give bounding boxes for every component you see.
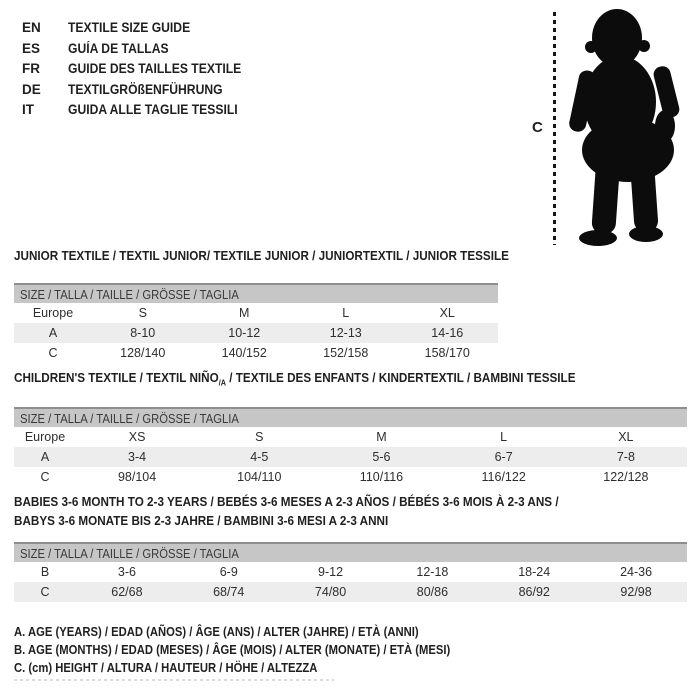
table-cell: 110/116: [359, 469, 404, 484]
row-label: C: [40, 585, 50, 599]
row-label: C: [40, 469, 50, 484]
table-cell: S: [138, 306, 147, 320]
table-row: [14, 343, 498, 363]
table-cell: 86/92: [518, 585, 550, 599]
language-row-fr: [22, 59, 261, 80]
table-cell: S: [255, 429, 264, 444]
language-title: TEXTILGRÖßENFÜHRUNG: [68, 81, 223, 97]
table-row: [14, 582, 687, 602]
row-label: Europe: [32, 306, 74, 320]
junior-size-table: [14, 303, 498, 363]
row-label: A: [40, 449, 50, 464]
table-cell: L: [500, 429, 508, 444]
size-header-text: SIZE / TALLA / TAILLE / GRÖSSE / TAGLIA: [20, 288, 239, 302]
footnote-c: C. (cm) HEIGHT / ALTURA / HAUTEUR / HÖHE / ALTEZZA: [14, 661, 318, 675]
table-cell: 7-8: [616, 449, 635, 464]
section-title-line1: BABIES 3-6 MONTH TO 2-3 YEARS / BEBÉS 3-6 MESES A 2-3 AÑOS / BÉBÉS 3-6 MOIS À 2-3 ANS /: [14, 494, 559, 509]
babies-textile-section: [14, 492, 687, 602]
size-header-text: SIZE / TALLA / TAILLE / GRÖSSE / TAGLIA: [20, 547, 239, 561]
language-row-it: [22, 100, 261, 121]
height-measure-label: C: [532, 119, 543, 136]
bottom-divider: [14, 679, 334, 681]
table-cell: 6-9: [219, 565, 238, 579]
language-code: ES: [22, 40, 41, 56]
table-cell: 12-18: [416, 565, 449, 579]
section-title: [14, 492, 687, 530]
section-title-text: JUNIOR TEXTILE / TEXTIL JUNIOR/ TEXTILE JUNIOR / JUNIORTEXTIL / JUNIOR TESSILE: [14, 248, 509, 263]
language-code: IT: [22, 102, 34, 117]
size-header-row: [14, 407, 687, 427]
table-row: [14, 467, 687, 487]
language-row-es: [22, 39, 261, 60]
language-code: EN: [22, 20, 41, 35]
table-cell: 152/158: [323, 346, 369, 360]
table-cell: 92/98: [620, 585, 652, 599]
row-label: Europe: [24, 429, 66, 444]
table-row: [14, 303, 498, 323]
table-cell: 24-36: [620, 565, 653, 579]
table-cell: 74/80: [314, 585, 347, 599]
table-cell: 3-4: [128, 449, 147, 464]
table-cell: 104/110: [237, 469, 282, 484]
language-code: FR: [22, 61, 40, 76]
table-cell: 116/122: [481, 469, 526, 484]
table-cell: 128/140: [120, 346, 166, 360]
footnote-legend: [14, 623, 499, 677]
childrens-textile-section: [14, 371, 687, 487]
table-cell: 5-6: [372, 449, 391, 464]
footnote-a: A. AGE (YEARS) / EDAD (AÑOS) / ÂGE (ANS) / ALTER (JAHRE) / ETÀ (ANNI): [14, 625, 419, 639]
table-cell: M: [376, 429, 387, 444]
table-cell: 140/152: [221, 346, 267, 360]
language-code: DE: [22, 81, 41, 97]
footnote-b: B. AGE (MONTHS) / EDAD (MESES) / ÂGE (MOIS) / ALTER (MONATE) / ETÀ (MESI): [14, 643, 451, 657]
table-cell: 3-6: [117, 565, 136, 579]
section-title-line2: BABYS 3-6 MONATE BIS 2-3 JAHRE / BAMBINI 3-6 MESI A 2-3 ANNI: [14, 513, 389, 528]
table-row: [14, 323, 498, 343]
table-cell: 18-24: [518, 565, 551, 579]
height-dashed-line: [553, 12, 556, 245]
size-header-row: [14, 542, 687, 562]
childrens-size-table: [14, 427, 687, 487]
table-row: [14, 427, 687, 447]
language-list: [22, 18, 261, 121]
section-title-text: CHILDREN'S TEXTILE / TEXTIL $NIÑO_{/A}$ / TEXTILE DES ENFANTS / KINDERTEXTIL / BAMBINI TESSILE: [14, 370, 576, 388]
table-cell: 14-16: [431, 326, 464, 340]
table-cell: 12-13: [329, 326, 362, 340]
junior-textile-section: [14, 248, 509, 363]
table-cell: 158/170: [424, 346, 470, 360]
table-cell: XS: [128, 429, 146, 444]
section-title: [14, 371, 687, 391]
table-cell: L: [342, 306, 350, 320]
language-title: GUIDA ALLE TAGLIE TESSILI: [68, 102, 238, 117]
language-row-en: [22, 18, 261, 39]
size-header-text: SIZE / TALLA / TAILLE / GRÖSSE / TAGLIA: [20, 411, 239, 426]
language-title: TEXTILE SIZE GUIDE: [68, 20, 191, 35]
table-cell: 98/104: [117, 469, 157, 484]
row-label: C: [48, 346, 58, 360]
table-cell: 62/68: [111, 585, 143, 599]
babies-size-table: [14, 562, 687, 602]
table-cell: 122/128: [603, 469, 649, 484]
size-header-row: [14, 283, 498, 303]
table-cell: 80/86: [416, 585, 449, 599]
table-row: [14, 447, 687, 467]
table-cell: XL: [439, 306, 455, 320]
table-row: [14, 562, 687, 582]
table-cell: XL: [618, 429, 634, 444]
table-cell: 4-5: [250, 449, 269, 464]
table-cell: 68/74: [213, 585, 245, 599]
title-subscript: /A: [218, 378, 226, 388]
table-cell: 8-10: [130, 326, 156, 340]
section-title: [14, 248, 509, 263]
table-cell: 10-12: [228, 326, 261, 340]
baby-silhouette-icon: [558, 2, 700, 250]
language-title: GUÍA DE TALLAS: [68, 40, 169, 56]
row-label: B: [40, 565, 50, 579]
table-cell: 9-12: [318, 565, 344, 579]
language-title: GUIDE DES TAILLES TEXTILE: [68, 61, 242, 76]
row-label: A: [48, 326, 58, 340]
table-cell: 6-7: [494, 449, 513, 464]
table-cell: M: [239, 306, 250, 320]
language-row-de: [22, 80, 261, 101]
